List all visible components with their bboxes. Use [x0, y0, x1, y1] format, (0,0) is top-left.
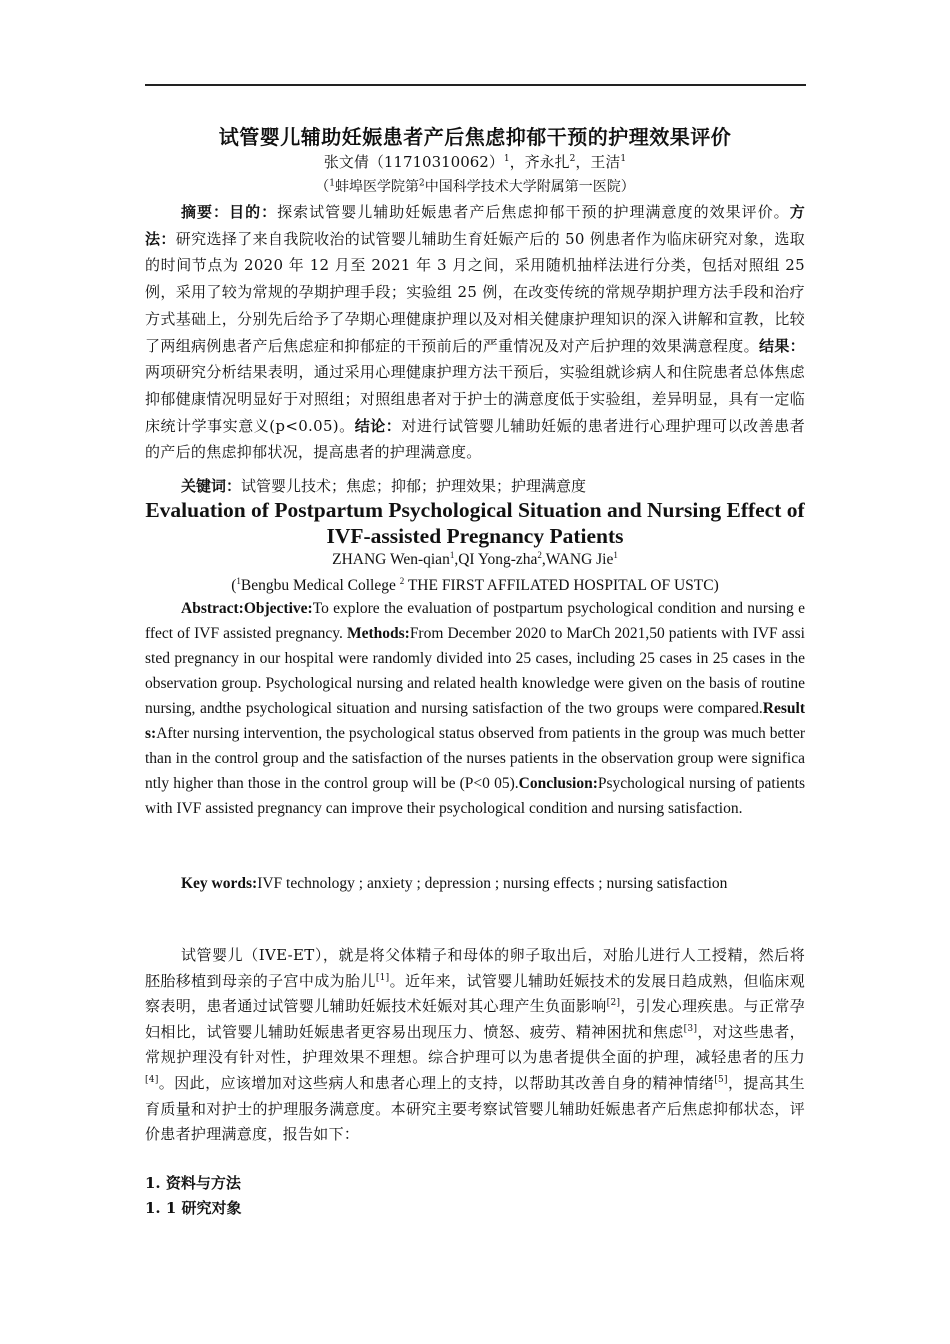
objective-label: Objective: [243, 600, 313, 617]
keywords-text: 试管婴儿技术；焦虑；抑郁；护理效果；护理满意度 [241, 477, 587, 495]
citation-ref: [4] [145, 1074, 159, 1085]
introduction-paragraph [145, 943, 805, 1148]
author-3-affil: 1 [613, 549, 618, 560]
affil-institution-2: 中国科学技术大学附属第一医院 [424, 179, 621, 195]
chinese-abstract [145, 199, 805, 466]
section-heading-1-1: 1. 1 研究对象 [145, 1199, 242, 1217]
affil-number: 1 [236, 575, 241, 586]
intro-text: 。近年来，试管婴儿辅助妊娠技术的发展日趋成熟，但临床观察表明，患者通过试管婴儿辅助妊娠技术妊娠对其心理产生负面影响 [145, 971, 805, 1016]
english-authors [145, 549, 805, 571]
abstract-label: 摘要： [181, 203, 230, 221]
affil-institution-1: Bengbu Medical College [240, 577, 400, 594]
author-2: 齐永扎 [524, 153, 570, 171]
intro-text: ，提高其生育质量和对护士的护理服务满意度。本研究主要考察试管婴儿辅助妊娠患者产后焦虑抑郁状态，评价患者护理满意度，报告如下： [145, 1073, 805, 1144]
author-3: 王洁 [590, 153, 621, 171]
english-keywords [145, 871, 805, 896]
keywords-label: Key words: [181, 875, 258, 892]
author-2-affil: 2 [569, 154, 576, 164]
header-rule [145, 84, 806, 86]
citation-ref: [5] [714, 1074, 728, 1085]
intro-text: ，对这些患者，常规护理没有针对性，护理效果不理想。综合护理可以为患者提供全面的护理，减轻患者的压力 [145, 1022, 805, 1067]
english-abstract [145, 596, 805, 821]
affil-institution-1: 蚌埠医学院第 [335, 179, 419, 195]
paren: （ [315, 179, 330, 195]
english-title: Evaluation of Postpartum Psychological Situation and Nursing Effect of IVF-assisted Pregnancy Patients [145, 498, 805, 548]
methods-text: From December 2020 to MarCh 2021,50 patients with IVF assisted pregnancy in our hospital were randomly divided into 25 cases, including 25 cases in 25 cases in the observation group. Psychological nursing and related health knowledge were given on the basis of routine nursing, andthe psychological situation and nursing satisfaction of the two groups were compared. [145, 625, 805, 717]
paren: ( [231, 577, 237, 594]
english-affiliation [145, 575, 805, 597]
chinese-title: 试管婴儿辅助妊娠患者产后焦虑抑郁干预的护理效果评价 [218, 125, 732, 149]
citation-ref: [1] [375, 972, 390, 983]
methods-label: Methods: [346, 625, 410, 642]
results-text: After nursing intervention, the psychological status observed from patients in the group was much better than in the control group and the satisfaction of the nurses patients in the observation group were significantly higher than those in the control group will be (P<0 05). [145, 725, 805, 792]
conclusion-text: Psychological nursing of patients with IVF assisted pregnancy can improve their psychological condition and nursing satisfaction. [145, 775, 805, 817]
objective-label: 目的： [229, 203, 278, 221]
conclusion-label: Conclusion: [518, 775, 598, 792]
affil-number: 1 [329, 178, 335, 189]
objective-text: To explore the evaluation of postpartum psychological condition and nursing effect of IVF assisted pregnancy. [145, 600, 805, 642]
methods-label: 方法： [145, 203, 806, 248]
results-label: 结果： [758, 336, 805, 355]
author-1: 张文倩（11710310062） [323, 153, 504, 171]
objective-text: 探索试管婴儿辅助妊娠患者产后焦虑抑郁干预的护理满意度的效果评价。 [277, 203, 790, 221]
conclusion-label: 结论： [354, 416, 402, 435]
chinese-authors [145, 151, 805, 173]
intro-text: 试管婴儿（IVE-ET），就是将父体精子和母体的卵子取出后，对胎儿进行人工授精，然后将胚胎移植到母亲的子宫中成为胎儿 [145, 946, 805, 990]
affil-number: 2 [419, 178, 425, 189]
author-1-affil: 1 [503, 154, 510, 164]
author-3: ,WANG Jie [541, 551, 614, 568]
author-sep: ， [509, 153, 525, 171]
affil-number: 2 [399, 575, 405, 586]
chinese-keywords [145, 473, 805, 499]
chinese-affiliation [145, 176, 805, 198]
abstract-label: Abstract: [181, 600, 244, 617]
author-1: ZHANG Wen-qian [332, 551, 450, 568]
intro-text: ，引发心理疾患。与正常孕妇相比，试管婴儿辅助妊娠患者更容易出现压力、愤怒、疲劳、精神困扰和焦虑 [145, 997, 805, 1041]
author-1-affil: 1 [449, 549, 455, 560]
intro-text: 。因此，应该增加对这些病人和患者心理上的支持，以帮助其改善自身的精神情绪 [158, 1073, 715, 1092]
author-2: ,QI Yong-zha [454, 551, 538, 568]
keywords-text: IVF technology ; anxiety ; depression ; nursing effects ; nursing satisfaction [257, 875, 728, 892]
keywords-label: 关键词： [181, 477, 242, 495]
results-label: Results: [145, 700, 805, 742]
citation-ref: [3] [683, 1023, 698, 1034]
author-2-affil: 2 [537, 549, 542, 560]
citation-ref: [2] [606, 998, 621, 1009]
author-sep: ， [575, 153, 591, 171]
author-3-affil: 1 [620, 154, 627, 164]
affil-institution-2: THE FIRST AFFILATED HOSPITAL OF USTC) [404, 577, 719, 594]
paren: ） [620, 179, 635, 195]
conclusion-text: 对进行试管婴儿辅助妊娠的患者进行心理护理可以改善患者的产后的焦虑抑郁状况，提高患者的护理满意度。 [145, 416, 805, 462]
section-heading-1: 1. 资料与方法 [145, 1174, 241, 1192]
methods-text: 研究选择了来自我院收治的试管婴儿辅助生育妊娠产后的 50 例患者作为临床研究对象，选取的时间节点为 2020 年 12 月至 2021 年 3 月之间，采用随机抽样法进行分类，包括对照组 25 例，采用了较为常规的孕期护理手段；实验组 25 例，在改变传统的常规孕期护理方法手段和治疗方式基础上，分别先后给予了孕期心理健康护理以及对相关健康护理知识的深入讲解和宣教，比较了两组病例患者产后焦虑症和抑郁症的干预前后的严重情况及对产后护理的效果满意程度。 [145, 229, 805, 355]
results-text: 两项研究分析结果表明，通过采用心理健康护理方法干预后，实验组就诊病人和住院患者总体焦虑抑郁健康情况明显好于对照组；对照组患者对于护士的满意度低于实验组，差异明显，具有一定临床统计学事实意义(p<0.05)。 [145, 363, 805, 435]
